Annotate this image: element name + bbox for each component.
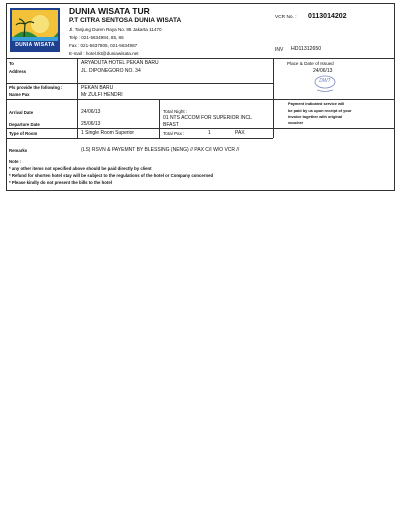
company-logo bbox=[10, 8, 60, 52]
stamp-text: DWT bbox=[319, 78, 331, 84]
name-pax-label: Name Pax bbox=[9, 92, 30, 97]
note-line: * Please kindly do not present the bills to the hotel bbox=[9, 180, 112, 185]
company-email: E-mail : hotel.tkt@duniawisata.net bbox=[69, 51, 139, 56]
note-line: * any other items not specified above should be paid directly by client bbox=[9, 166, 152, 171]
room-type: 1 Single Room Superior bbox=[81, 130, 135, 136]
arrival-date: 24/06/13 bbox=[81, 109, 101, 115]
divider bbox=[7, 128, 394, 129]
company-stamp bbox=[311, 74, 339, 96]
divider bbox=[77, 58, 78, 138]
logo-text: DUNIA WISATA bbox=[15, 42, 55, 48]
company-legal-name: P.T CITRA SENTOSA DUNIA WISATA bbox=[69, 17, 182, 24]
hotel-name: ARYADUTA HOTEL PEKAN BARU bbox=[81, 60, 159, 66]
divider bbox=[7, 58, 394, 59]
company-address: Jl. Tanjung Duren Raya No. 88 Jakarta 11470 bbox=[69, 27, 162, 32]
address-label: Address bbox=[9, 69, 27, 74]
departure-label: Departure Date bbox=[9, 122, 40, 127]
total-night-label: Total Night : bbox=[163, 109, 188, 114]
arrival-label: Arrival Date bbox=[9, 110, 34, 115]
remarks-label: Remarks bbox=[9, 148, 28, 153]
accommodation: 01 NTS ACCOM FOR SUPERIOR INCL bbox=[163, 115, 252, 121]
hotel-voucher bbox=[6, 3, 395, 191]
room-type-label: Type of Room bbox=[9, 131, 38, 136]
vcr-label: VCR No. : bbox=[275, 15, 297, 20]
inv-number: HD11312650 bbox=[291, 46, 322, 52]
company-name: DUNIA WISATA TUR bbox=[69, 6, 150, 16]
divider bbox=[7, 83, 273, 84]
note-line: * Refund for shorten hotel stay will be subject to the regulations of the hotel or Company concerned bbox=[9, 173, 214, 178]
payment-note-line: Payment indicated service will bbox=[288, 101, 345, 106]
departure-date: 25/06/13 bbox=[81, 121, 101, 127]
company-fax: Fax : 021-5637805, 021-5634987 bbox=[69, 43, 138, 48]
place-date-label: Place & Date of Issued bbox=[287, 61, 334, 66]
total-pax-label: Total Pax : bbox=[163, 131, 185, 136]
remarks-text: (LS) RSVN & PAYEMNT BY BLESSING (NENG) // PAX C/I W/O VCR // bbox=[81, 147, 240, 153]
total-pax: 1 bbox=[208, 130, 211, 136]
note-label: Note : bbox=[9, 159, 22, 164]
company-telp: Telp : 021-5634984, 85, 86 bbox=[69, 35, 124, 40]
payment-note-line: be paid by us upon receipt of your bbox=[288, 108, 352, 113]
guest-name: Mr ZULFI HENDRI bbox=[81, 92, 123, 98]
provide-label: Pls provide the following : bbox=[9, 85, 63, 90]
divider bbox=[159, 99, 160, 138]
hotel-address: JL. DIPONEGORO NO. 34 bbox=[81, 68, 141, 74]
divider bbox=[273, 58, 274, 138]
issue-date: 24/06/13 bbox=[313, 68, 333, 74]
accommodation-cont: BFAST bbox=[163, 122, 179, 127]
inv-label: INV bbox=[275, 47, 284, 53]
pax-unit: PAX bbox=[235, 130, 245, 136]
payment-note-line: invoice together with original bbox=[288, 114, 343, 119]
payment-note-line: voucher bbox=[288, 120, 304, 125]
vcr-number: 0113014202 bbox=[308, 13, 347, 20]
divider bbox=[7, 99, 394, 100]
to-label: To bbox=[9, 61, 14, 66]
divider bbox=[7, 138, 273, 139]
hotel-city: PEKAN BARU bbox=[81, 85, 114, 91]
